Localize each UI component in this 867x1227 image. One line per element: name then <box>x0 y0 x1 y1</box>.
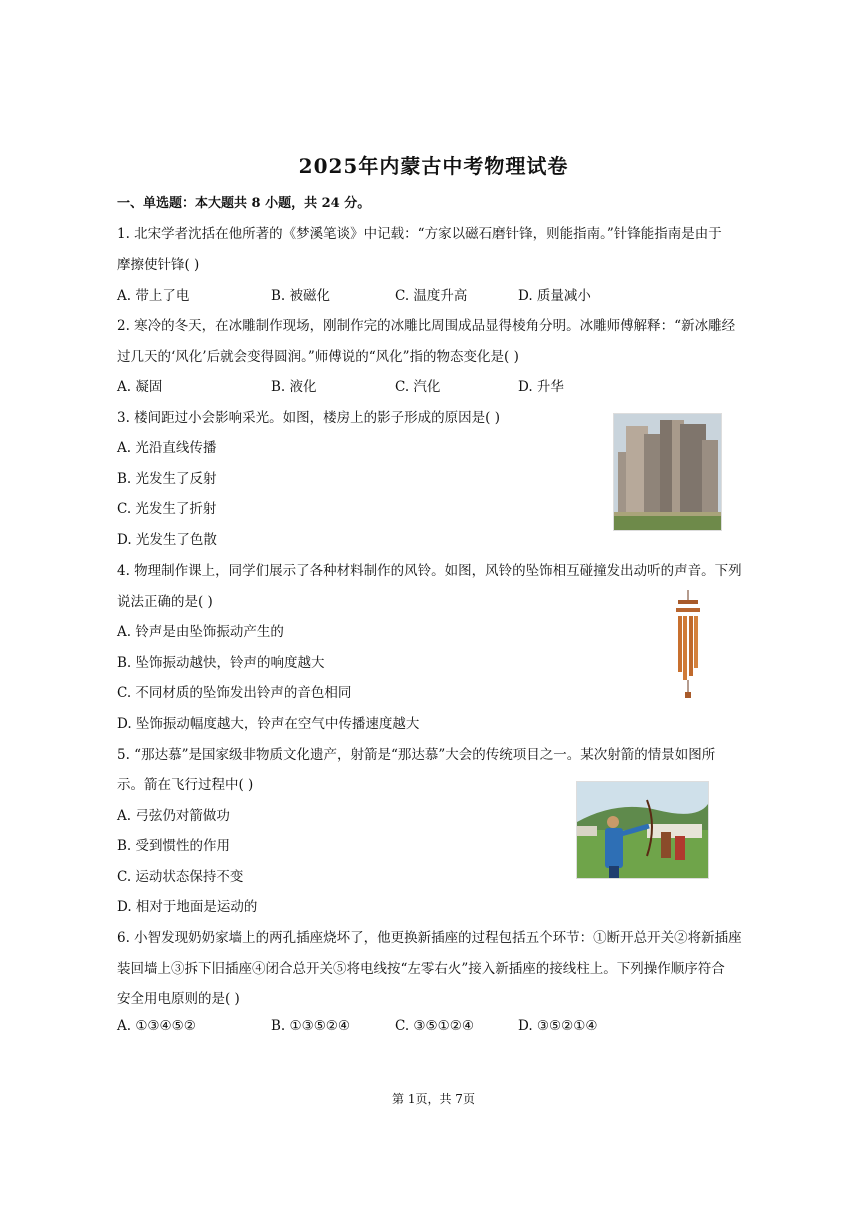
q2-option-a: A. 凝固 <box>117 379 163 395</box>
q5-stem-line2: 示。箭在飞行过程中( ) <box>117 777 254 793</box>
q4-option-b: B. 坠饰振动越快，铃声的响度越大 <box>117 655 325 671</box>
q4-stem-line1: 4. 物理制作课上，同学们展示了各种材料制作的风铃。如图，风铃的坠饰相互碰撞发出动听的声音。下列 <box>117 563 742 579</box>
q6-stem-line2: 装回墙上③拆下旧插座④闭合总开关⑤将电线按“左零右火”接入新插座的接线柱上。下列操作顺序符合 <box>117 961 725 977</box>
q5-stem-line1: 5. “那达慕”是国家级非物质文化遗产，射箭是“那达慕”大会的传统项目之一。某次射箭的情景如图所 <box>117 747 716 763</box>
q3-option-d: D. 光发生了色散 <box>117 532 217 548</box>
page-title: 2025年内蒙古中考物理试卷 <box>298 154 569 178</box>
q3-stem: 3. 楼间距过小会影响采光。如图，楼房上的影子形成的原因是( ) <box>117 410 500 426</box>
q5-option-b: B. 受到惯性的作用 <box>117 838 231 854</box>
q6-stem-line1: 6. 小智发现奶奶家墙上的两孔插座烧坏了，他更换新插座的过程包括五个环节：①断开总开关②将新插座 <box>117 930 742 946</box>
q1-option-d: D. 质量减小 <box>518 288 591 304</box>
q6-option-c: C. ③⑤①②④ <box>395 1018 474 1034</box>
q4-option-a: A. 铃声是由坠饰振动产生的 <box>117 624 284 640</box>
section-heading: 一、单选题：本大题共 8 小题，共 24 分。 <box>117 196 371 211</box>
wind-chime-photo <box>670 590 706 700</box>
q2-option-d: D. 升华 <box>518 379 564 395</box>
q1-option-c: C. 温度升高 <box>395 288 468 304</box>
q3-option-a: A. 光沿直线传播 <box>117 440 217 456</box>
q4-option-c: C. 不同材质的坠饰发出铃声的音色相同 <box>117 685 352 701</box>
q1-stem-line2: 摩擦使针锋( ) <box>117 257 200 273</box>
q5-option-a: A. 弓弦仍对箭做功 <box>117 808 230 824</box>
q1-option-a: A. 带上了电 <box>117 288 190 304</box>
q1-stem-line1: 1. 北宋学者沈括在他所著的《梦溪笔谈》中记载：“方家以磁石磨针锋，则能指南。”针锋能指南是由于 <box>117 226 722 242</box>
page-footer: 第 1页，共 7页 <box>392 1092 475 1106</box>
q6-option-a: A. ①③④⑤② <box>117 1018 196 1034</box>
q6-stem-line3: 安全用电原则的是( ) <box>117 991 240 1007</box>
q1-option-b: B. 被磁化 <box>271 288 331 304</box>
q2-option-c: C. 汽化 <box>395 379 441 395</box>
q3-option-b: B. 光发生了反射 <box>117 471 217 487</box>
q2-stem-line1: 2. 寒冷的冬天，在冰雕制作现场，刚制作完的冰雕比周围成品显得棱角分明。冰雕师傅解释：“新冰雕经 <box>117 318 736 334</box>
q5-option-c: C. 运动状态保持不变 <box>117 869 244 885</box>
q5-option-d: D. 相对于地面是运动的 <box>117 899 258 915</box>
buildings-shadow-photo <box>613 413 722 531</box>
archery-photo <box>576 781 709 879</box>
q3-option-c: C. 光发生了折射 <box>117 501 217 517</box>
q4-stem-line2: 说法正确的是( ) <box>117 594 213 610</box>
q6-option-b: B. ①③⑤②④ <box>271 1018 351 1034</box>
q6-option-d: D. ③⑤②①④ <box>518 1018 598 1034</box>
q4-option-d: D. 坠饰振动幅度越大，铃声在空气中传播速度越大 <box>117 716 420 732</box>
q2-stem-line2: 过几天的‘风化’后就会变得圆润。”师傅说的“风化”指的物态变化是( ) <box>117 349 519 365</box>
q2-option-b: B. 液化 <box>271 379 317 395</box>
